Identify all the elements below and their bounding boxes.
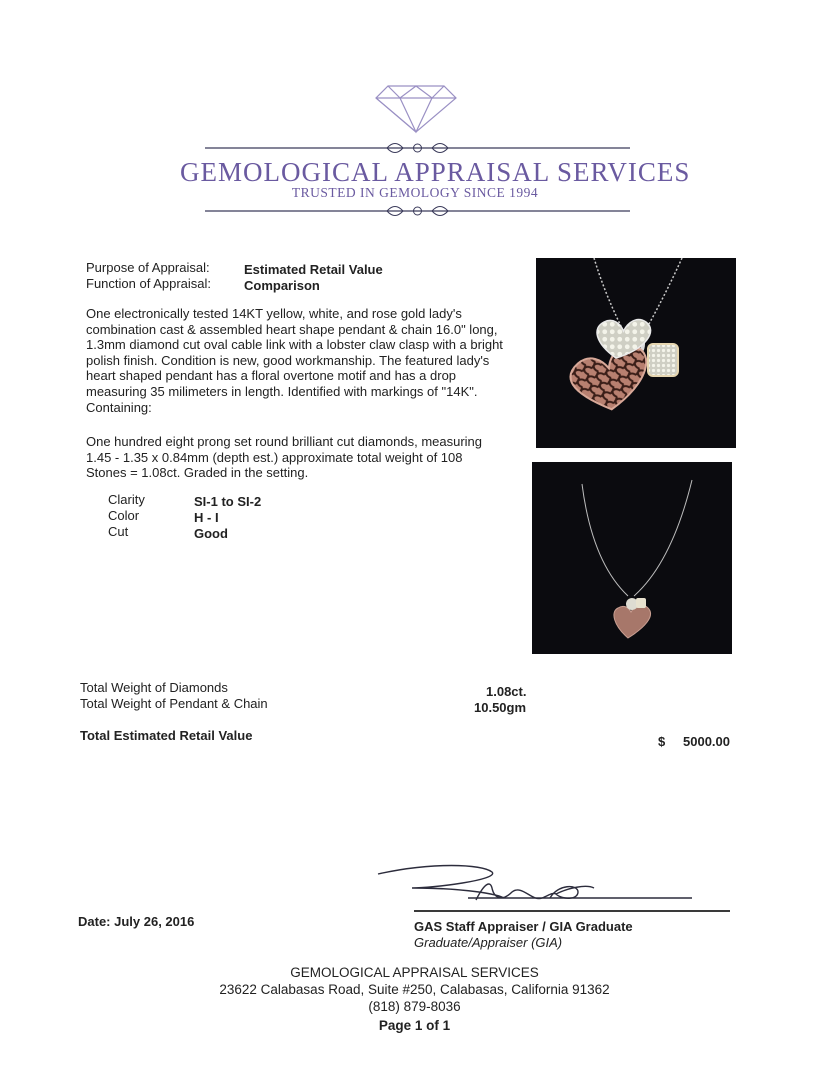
ornament-divider-bottom bbox=[205, 200, 630, 222]
diamond-logo-icon bbox=[374, 84, 458, 134]
necklace-full-photo bbox=[532, 462, 732, 654]
total-pendant-weight-value: 10.50gm bbox=[474, 700, 527, 715]
cut-label: Cut bbox=[108, 524, 129, 539]
appraisal-date: Date: July 26, 2016 bbox=[78, 914, 195, 929]
company-name: GEMOLOGICAL APPRAISAL SERVICES bbox=[180, 157, 691, 187]
purpose-value: Estimated Retail Value bbox=[244, 262, 383, 277]
clarity-value: SI-1 to SI-2 bbox=[194, 494, 262, 509]
appraiser-credential: Graduate/Appraiser (GIA) bbox=[414, 935, 563, 950]
color-label: Color bbox=[108, 508, 140, 523]
footer-company: GEMOLOGICAL APPRAISAL SERVICES bbox=[290, 965, 539, 980]
appraiser-signature bbox=[372, 858, 702, 914]
color-value: H - I bbox=[194, 510, 219, 525]
purpose-label: Purpose of Appraisal: bbox=[86, 260, 210, 275]
page-number: Page 1 of 1 bbox=[378, 1018, 451, 1033]
total-pendant-weight-label: Total Weight of Pendant & Chain bbox=[80, 696, 268, 711]
total-diamond-weight-label: Total Weight of Diamonds bbox=[80, 680, 228, 695]
footer-address: 23622 Calabasas Road, Suite #250, Calabasas, California 91362 bbox=[219, 982, 610, 997]
clarity-label: Clarity bbox=[108, 492, 145, 507]
total-retail-value: 5000.00 bbox=[683, 734, 730, 749]
company-tagline: TRUSTED IN GEMOLOGY SINCE 1994 bbox=[291, 185, 539, 200]
signature-line bbox=[414, 910, 730, 912]
diamond-description: One hundred eight prong set round brilliant cut diamonds, measuring 1.45 - 1.35 x 0.84mm (depth est.) approximate total weight of 108 Stones = 1.08ct. Graded in the setting. bbox=[86, 434, 483, 481]
currency-symbol: $ bbox=[658, 734, 666, 749]
total-diamond-weight-value: 1.08ct. bbox=[486, 684, 527, 699]
cut-value: Good bbox=[194, 526, 228, 541]
item-description: One electronically tested 14KT yellow, white, and rose gold lady's combination cast & assembled heart shape pendant & chain 16.0" long, 1.3mm diamond cut oval cable link with a lobster claw clasp with a bright polish finish. Condition is new, good workmanship. The featured lady's heart shaped pendant has a floral overtone motif and has a drop measuring 35 milimeters in length. Identified with markings of "14K". Containing: bbox=[86, 306, 503, 415]
footer-phone: (818) 879-8036 bbox=[368, 999, 461, 1014]
total-retail-value-label: Total Estimated Retail Value bbox=[80, 728, 253, 743]
function-label: Function of Appraisal: bbox=[86, 276, 212, 291]
pendant-closeup-photo bbox=[536, 258, 736, 448]
appraiser-title: GAS Staff Appraiser / GIA Graduate bbox=[414, 919, 633, 934]
function-value: Comparison bbox=[244, 278, 320, 293]
ornament-divider-top bbox=[205, 137, 630, 159]
